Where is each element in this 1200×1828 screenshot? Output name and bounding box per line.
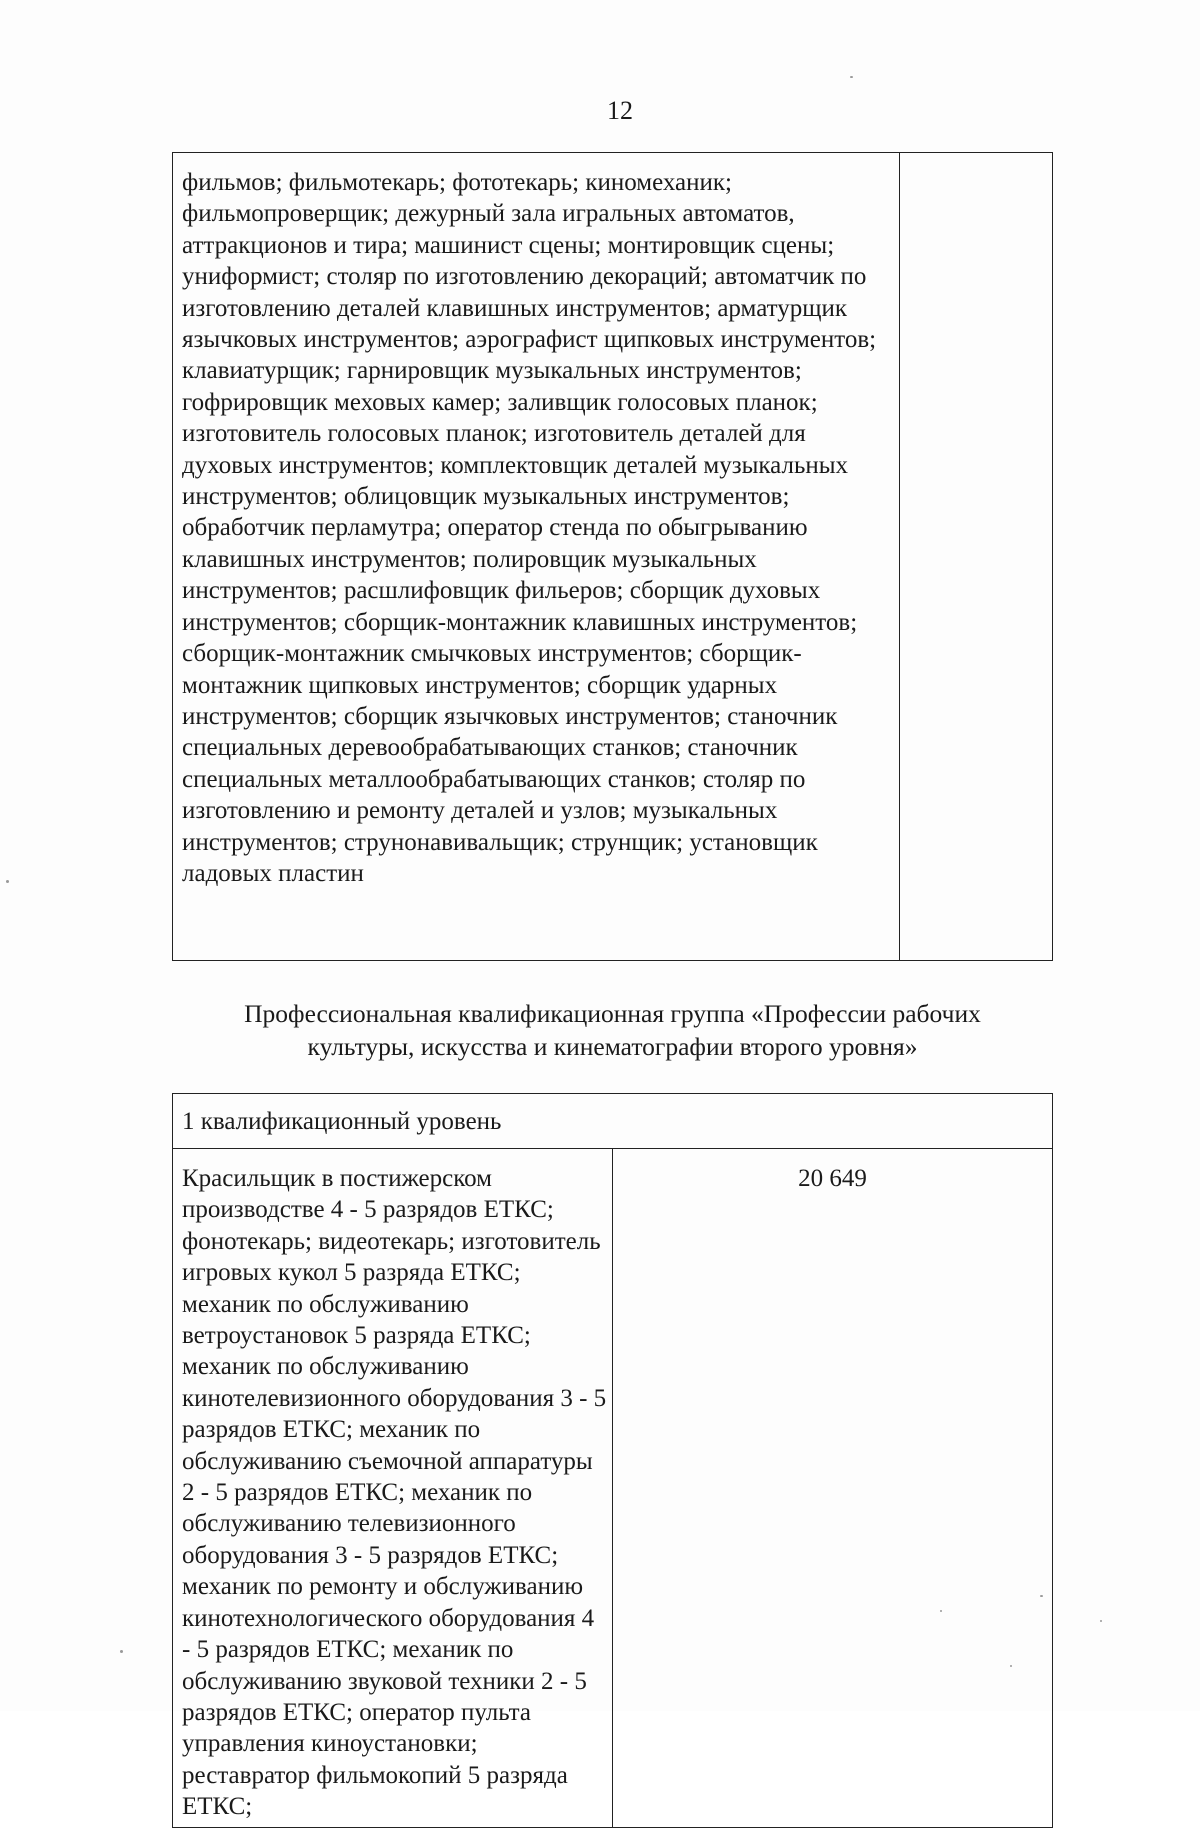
professions-table-level-2 bbox=[172, 1093, 1053, 1828]
scan-speck bbox=[120, 1650, 123, 1653]
group-title-line-1: Профессиональная квалификационная группа «Профессии рабочих bbox=[244, 999, 981, 1028]
professions-table-continued bbox=[172, 152, 1053, 961]
group-title-line-2: культуры, искусства и кинематографии второго уровня» bbox=[307, 1032, 918, 1061]
scan-speck bbox=[1100, 1620, 1102, 1622]
table-row bbox=[173, 1094, 1053, 1149]
qualification-level-cell: 1 квалификационный уровень bbox=[173, 1094, 1053, 1149]
professions-list-cell: фильмов; фильмотекарь; фототекарь; киномеханик; фильмопроверщик; дежурный зала игральных автоматов, аттракционов и тира; машинист сцены; монтировщик сцены; униформист; столяр по изготовлению декораций; автоматчик по изготовлению деталей клавишных инструментов; арматурщик язычковых инструментов; аэрографист щипковых инструментов; клавиатурщик; гарнировщик музыкальных инструментов; гофрировщик меховых камер; заливщик голосовых планок; изготовитель голосовых планок; изготовитель деталей для духовых инструментов; комплектовщик деталей музыкальных инструментов; облицовщик музыкальных инструментов; обработчик перламутра; оператор стенда по обыгрыванию клавишных инструментов; полировщик музыкальных инструментов; расшлифовщик фильеров; сборщик духовых инструментов; сборщик-монтажник клавишных инструментов; сборщик-монтажник смычковых инструментов; сборщик-монтажник щипковых инструментов; сборщик ударных инструментов; сборщик язычковых инструментов; станочник специальных деревообрабатывающих станков; станочник специальных металлообрабатывающих станков; столяр по изготовлению и ремонту деталей и узлов; музыкальных инструментов; струнонавивальщик; струнщик; установщик ладовых пластин bbox=[173, 153, 900, 961]
scan-speck bbox=[850, 76, 853, 78]
salary-cell: 20 649 bbox=[613, 1149, 1053, 1828]
table-row bbox=[173, 153, 1053, 961]
table-row bbox=[173, 1149, 1053, 1828]
salary-cell bbox=[900, 153, 1053, 961]
professions-list-cell: Красильщик в постижерском производстве 4 - 5 разрядов ЕТКС; фонотекарь; видеотекарь; изготовитель игровых кукол 5 разряда ЕТКС; механик по обслуживанию ветроустановок 5 разряда ЕТКС; механик по обслуживанию кинотелевизионного оборудования 3 - 5 разрядов ЕТКС; механик по обслуживанию съемочной аппаратуры 2 - 5 разрядов ЕТКС; механик по обслуживанию телевизионного оборудования 3 - 5 разрядов ЕТКС; механик по ремонту и обслуживанию кинотехнологического оборудования 4 - 5 разрядов ЕТКС; механик по обслуживанию звуковой техники 2 - 5 разрядов ЕТКС; оператор пульта управления киноустановки; реставратор фильмокопий 5 разряда ЕТКС; bbox=[173, 1149, 613, 1828]
page-number: 12 bbox=[607, 96, 633, 125]
group-title bbox=[172, 997, 1053, 1063]
scan-speck bbox=[1010, 1665, 1012, 1667]
scan-speck bbox=[1040, 1595, 1043, 1597]
scan-speck bbox=[940, 1610, 942, 1612]
scan-speck bbox=[6, 880, 9, 883]
